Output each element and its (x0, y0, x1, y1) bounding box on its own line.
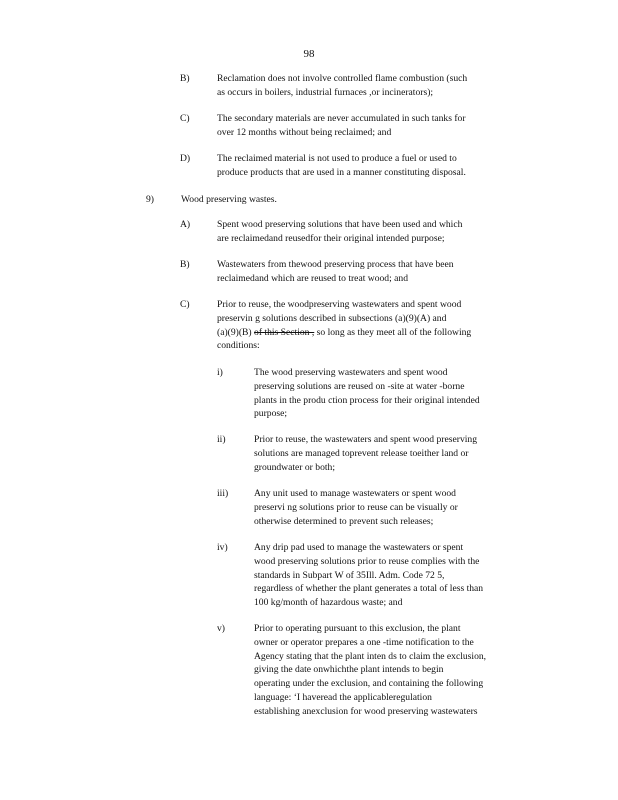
text-line: as occurs in boilers, industrial furnaces ,or incinerators); (217, 86, 434, 98)
text-line: plants in the produ ction process for their original intended (254, 394, 480, 406)
text-line: otherwise determined to prevent such releases; (254, 515, 434, 527)
text-line: The reclaimed material is not used to produce a fuel or used to (217, 153, 457, 164)
text-line: wood preserving solutions prior to reuse complies with the (254, 555, 480, 567)
text-line: regardless of whether the plant generates a total of less than (254, 583, 484, 595)
item-text (217, 152, 530, 180)
item-label: B) (180, 73, 190, 84)
text-line: Prior to reuse, the wastewaters and spent wood preserving (254, 434, 477, 445)
text-line: Any drip pad used to manage the wastewaters or spent (254, 542, 464, 553)
item-text (254, 487, 532, 528)
text-fragment: (a)(9)(B) (217, 326, 255, 338)
text-line: solutions are managed toprevent release toeither land or (254, 447, 469, 459)
text-line: giving the date onwhichthe plant intends to begin (254, 664, 444, 676)
text-line: Wood preserving wastes. (181, 194, 277, 205)
text-line: purpose; (254, 408, 288, 420)
item-label: iv) (217, 542, 228, 553)
item-label: C) (180, 299, 190, 310)
item-label: 9) (146, 194, 154, 205)
item-label: D) (180, 153, 191, 164)
item-text (181, 193, 446, 207)
item-label: A) (180, 219, 191, 230)
text-line: Reclamation does not involve controlled flame combustion (such (217, 73, 468, 84)
item-label: C) (180, 113, 190, 124)
text-line: Wastewaters from thewood preserving process that have been (217, 259, 454, 270)
text-line: Prior to reuse, the woodpreserving wastewaters and spent wood (217, 299, 462, 310)
text-line: The wood preserving wastewaters and spent wood (254, 367, 448, 378)
item-text (217, 218, 520, 246)
text-line: reclaimedand which are reused to treat wood; and (217, 272, 408, 284)
item-text (217, 258, 520, 286)
text-line: The secondary materials are never accumulated in such tanks for (217, 113, 466, 124)
item-label: i) (217, 367, 223, 378)
text-line: preservin g solutions described in subsections (a)(9)(A) and (217, 312, 447, 324)
item-text (254, 622, 539, 719)
text-line: Spent wood preserving solutions that have been used and which (217, 219, 463, 230)
item-label: B) (180, 259, 190, 270)
text-line: establishing anexclusion for wood preserving wastewaters (254, 705, 478, 717)
text-line: over 12 months without being reclaimed; and (217, 126, 392, 138)
item-text (217, 298, 530, 353)
text-line: Any unit used to manage wastewaters or spent wood (254, 488, 456, 499)
item-text (217, 112, 530, 140)
text-line: operating under the exclusion, and containing the following (254, 678, 484, 690)
page-number: 98 (303, 48, 315, 60)
text-line: 100 kg/month of hazardous waste; and (254, 597, 403, 609)
item-label: v) (217, 623, 225, 634)
text-line: language: ‘I haveread the applicableregulation (254, 691, 432, 703)
text-fragment: so long as they meet all of the following (314, 326, 472, 338)
text-line: owner or operator prepares a one -time notification to the (254, 636, 474, 648)
item-text (254, 366, 532, 421)
text-line: Agency stating that the plant inten ds to claim the exclusion, (254, 650, 487, 662)
item-text (254, 541, 542, 610)
text-line: preserving solutions are reused on -site at water -borne (254, 380, 465, 392)
text-line (217, 326, 530, 340)
item-text (254, 433, 532, 474)
text-line: standards in Subpart W of 35Ill. Adm. Code 72 5, (254, 569, 445, 581)
text-line: produce products that are used in a manner constituting disposal. (217, 166, 466, 178)
struck-text: of this Section , (254, 326, 315, 338)
text-line: are reclaimedand reusedfor their original intended purpose; (217, 232, 445, 244)
text-line: Prior to operating pursuant to this exclusion, the plant (254, 623, 461, 634)
text-line: groundwater or both; (254, 461, 335, 473)
item-label: ii) (217, 434, 226, 445)
item-label: iii) (217, 488, 229, 499)
text-line: preservi ng solutions prior to reuse can be visually or (254, 501, 458, 513)
item-text (217, 72, 530, 100)
text-line: conditions: (217, 340, 260, 352)
